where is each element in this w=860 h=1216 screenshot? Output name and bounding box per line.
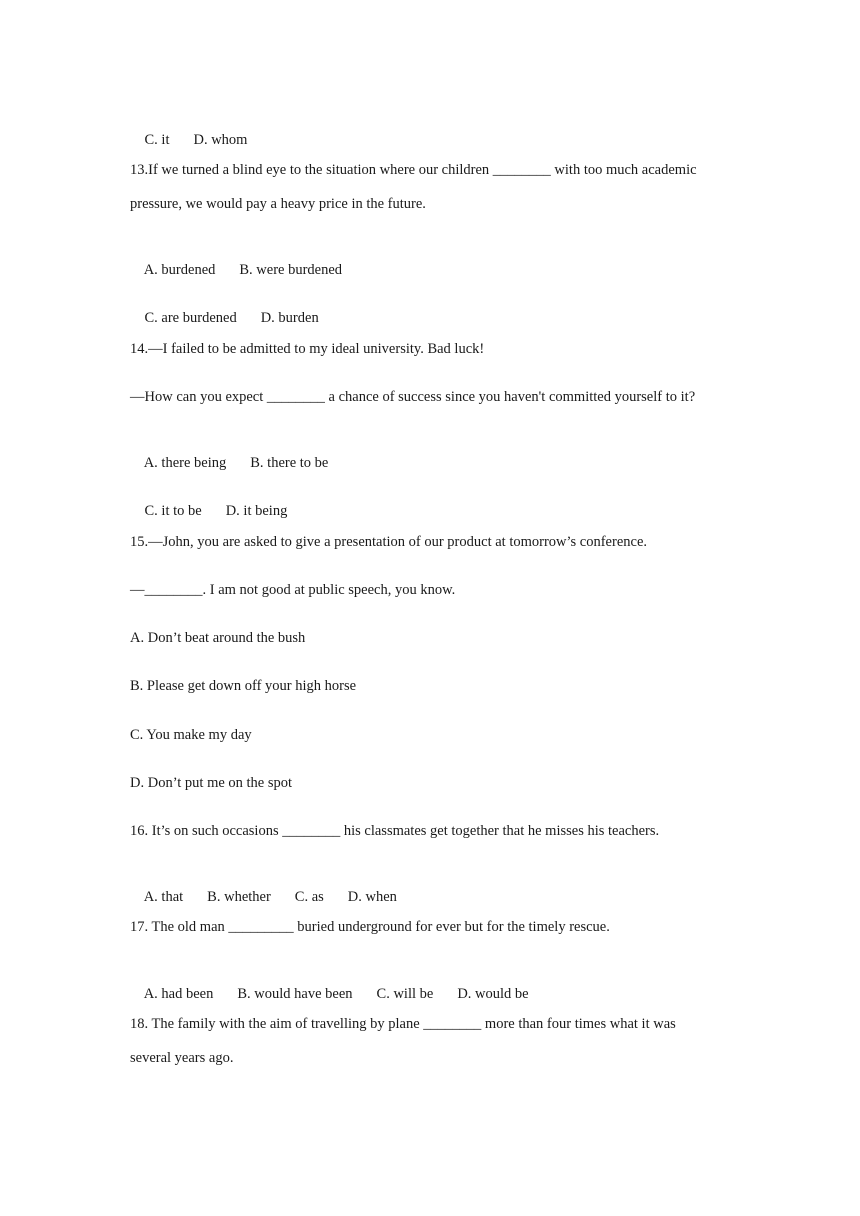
q16-stem-line1: 16. It’s on such occasions ________ his classmates get together that he misses his teachers. (130, 823, 660, 839)
q16-option-b: B. whether (207, 889, 271, 905)
q14-option-c: C. it to be (144, 503, 202, 519)
q13-option-b: B. were burdened (239, 262, 343, 278)
q13-options-row1 (130, 243, 342, 297)
q13-stem-line1: 13.If we turned a blind eye to the situation where our children ________ with too much academic (130, 162, 697, 178)
q13-option-a: A. burdened (143, 262, 216, 278)
q15-option-d: D. Don’t put me on the spot (130, 775, 293, 791)
q17-stem-line1: 17. The old man _________ buried underground for ever but for the timely rescue. (130, 919, 610, 935)
q15-stem-line2: —________. I am not good at public speech, you know. (130, 582, 456, 598)
q15-option-c: C. You make my day (130, 727, 252, 743)
q12-option-c: C. it (144, 132, 170, 148)
q16-option-a: A. that (143, 889, 184, 905)
q13-option-d: D. burden (260, 310, 319, 326)
q17-options-row (130, 967, 529, 1021)
q14-options-row1 (130, 436, 328, 490)
q12-option-d: D. whom (193, 132, 248, 148)
q14-option-b: B. there to be (250, 455, 329, 471)
q16-option-d: D. when (347, 889, 397, 905)
q14-option-d: D. it being (225, 503, 288, 519)
q17-option-d: D. would be (457, 986, 529, 1002)
q17-option-a: A. had been (143, 986, 214, 1002)
q15-option-a: A. Don’t beat around the bush (130, 630, 306, 646)
q15-stem-line1: 15.—John, you are asked to give a presentation of our product at tomorrow’s conference. (130, 534, 648, 550)
q17-option-c: C. will be (376, 986, 434, 1002)
q12-options-row (130, 113, 247, 167)
q13-stem-line2: pressure, we would pay a heavy price in the future. (130, 196, 426, 212)
q16-options-row (130, 870, 397, 924)
q18-stem-line2: several years ago. (130, 1050, 234, 1066)
q18-stem-line1: 18. The family with the aim of travelling by plane ________ more than four times what it was (130, 1016, 676, 1032)
q14-options-row2 (130, 484, 287, 538)
q14-stem-line1: 14.—I failed to be admitted to my ideal university. Bad luck! (130, 341, 485, 357)
q14-option-a: A. there being (143, 455, 227, 471)
q13-options-row2 (130, 291, 319, 345)
q15-option-b: B. Please get down off your high horse (130, 678, 357, 694)
q16-option-c: C. as (294, 889, 324, 905)
q17-option-b: B. would have been (237, 986, 353, 1002)
q13-option-c: C. are burdened (144, 310, 237, 326)
q14-stem-line2: —How can you expect ________ a chance of success since you haven't committed yourself to it? (130, 389, 696, 405)
